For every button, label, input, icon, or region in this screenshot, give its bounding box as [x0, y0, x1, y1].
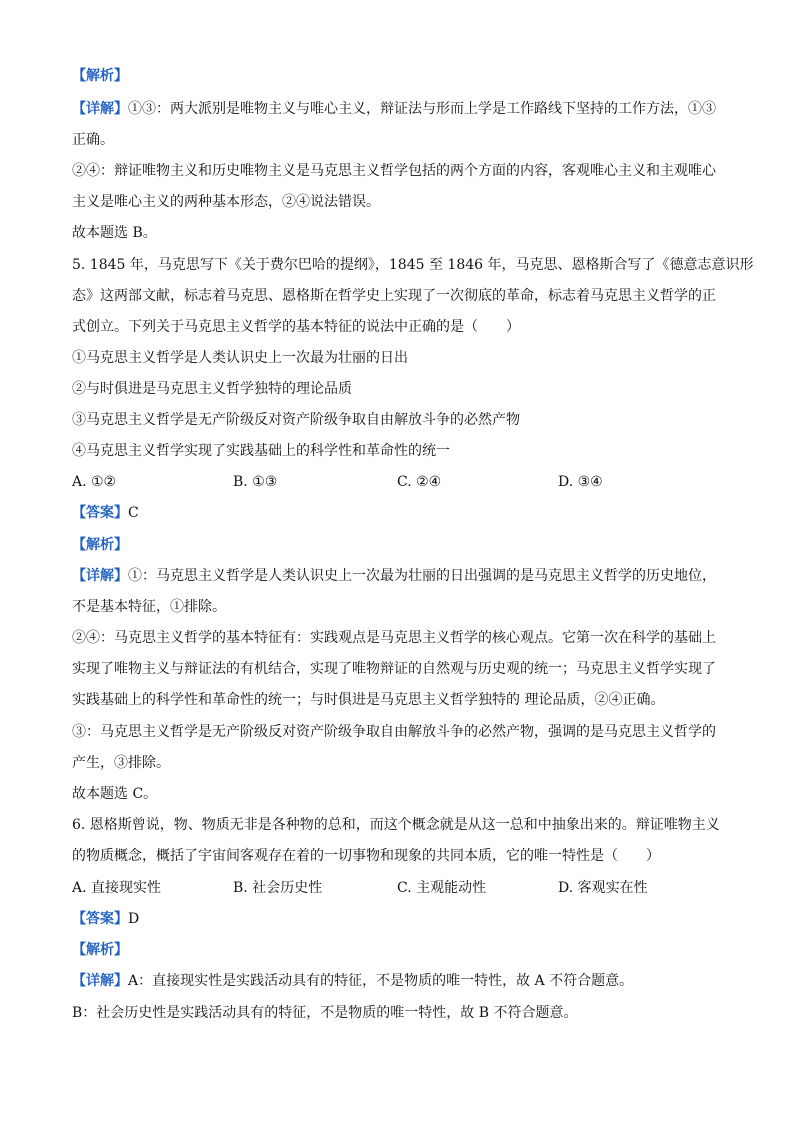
q5-detail-line: ③：马克思主义哲学是无产阶级反对资产阶级争取自由解放斗争的必然产物，强调的是马克思主义哲学的	[72, 724, 716, 740]
q5-stem: 式创立。下列关于马克思主义哲学的基本特征的说法中正确的是（ ）	[72, 319, 520, 335]
q5-answer: 【答案】C	[72, 505, 139, 521]
q5-item: ③马克思主义哲学是无产阶级反对资产阶级争取自由解放斗争的必然产物	[72, 412, 520, 428]
q6-detail-line: B：社会历史性是实践活动具有的特征，不是物质的唯一特性，故 B 不符合题意。	[72, 1005, 578, 1021]
analysis-heading: 【解析】	[72, 68, 128, 84]
q6-answer: 【答案】D	[72, 911, 140, 927]
q5-detail-line: 实现了唯物主义与辩证法的有机结合，实现了唯物辩证的自然观与历史观的统一；马克思主义哲学实现了	[72, 661, 716, 677]
q4-detail-line: 【详解】①③：两大派别是唯物主义与唯心主义，辩证法与形而上学是工作路线下坚持的工作方法，①③	[72, 101, 716, 117]
q4-detail-line: 主义是唯心主义的两种基本形态，②④说法错误。	[72, 194, 380, 210]
analysis-heading: 【解析】	[72, 942, 128, 958]
q5-detail-line: 【详解】①：马克思主义哲学是人类认识史上一次最为壮丽的日出强调的是马克思主义哲学的历史地位，	[72, 568, 716, 584]
q5-detail-line: 不是基本特征，①排除。	[72, 599, 226, 615]
q5-detail-line: ②④：马克思主义哲学的基本特征有：实践观点是马克思主义哲学的核心观点。它第一次在科学的基础上	[72, 630, 716, 646]
q5-detail-line: 实践基础上的科学性和革命性的统一；与时俱进是马克思主义哲学独特的 理论品质，②④正确。	[72, 692, 665, 708]
q5-stem: 5. 1845 年，马克思写下《关于费尔巴哈的提纲》，1845 至 1846 年，马克思、恩格斯合写了《德意志意识形	[72, 257, 754, 273]
q4-conclusion: 故本题选 B。	[72, 225, 157, 241]
q6-option-b: B. 社会历史性	[233, 880, 323, 896]
q6-stem: 6. 恩格斯曾说，物、物质无非是各种物的总和，而这个概念就是从这一总和中抽象出来的。辩证唯物主义	[72, 817, 720, 833]
q4-detail-line: 正确。	[72, 132, 114, 148]
q5-detail-line: 产生，③排除。	[72, 755, 170, 771]
q5-option-a: A. ①②	[72, 474, 117, 490]
q6-detail-line: 【详解】A：直接现实性是实践活动具有的特征，不是物质的唯一特性，故 A 不符合题意。	[72, 973, 634, 989]
q5-item: ②与时俱进是马克思主义哲学独特的理论品质	[72, 381, 352, 397]
q5-option-b: B. ①③	[233, 474, 278, 490]
q5-conclusion: 故本题选 C。	[72, 786, 158, 802]
q6-option-a: A. 直接现实性	[72, 880, 162, 896]
q5-option-d: D. ③④	[558, 474, 603, 490]
q6-stem: 的物质概念，概括了宇宙间客观存在着的一切事物和现象的共同本质，它的唯一特性是（ ）	[72, 848, 660, 864]
q5-option-c: C. ②④	[397, 474, 442, 490]
q4-detail-line: ②④：辩证唯物主义和历史唯物主义是马克思主义哲学包括的两个方面的内容，客观唯心主义和主观唯心	[72, 163, 716, 179]
q5-stem: 态》这两部文献，标志着马克思、恩格斯在哲学史上实现了一次彻底的革命，标志着马克思主义哲学的正	[72, 288, 716, 304]
q6-option-c: C. 主观能动性	[397, 880, 487, 896]
q5-item: ①马克思主义哲学是人类认识史上一次最为壮丽的日出	[72, 350, 408, 366]
q6-option-d: D. 客观实在性	[558, 880, 648, 896]
q5-item: ④马克思主义哲学实现了实践基础上的科学性和革命性的统一	[72, 443, 450, 459]
analysis-heading: 【解析】	[72, 537, 128, 553]
